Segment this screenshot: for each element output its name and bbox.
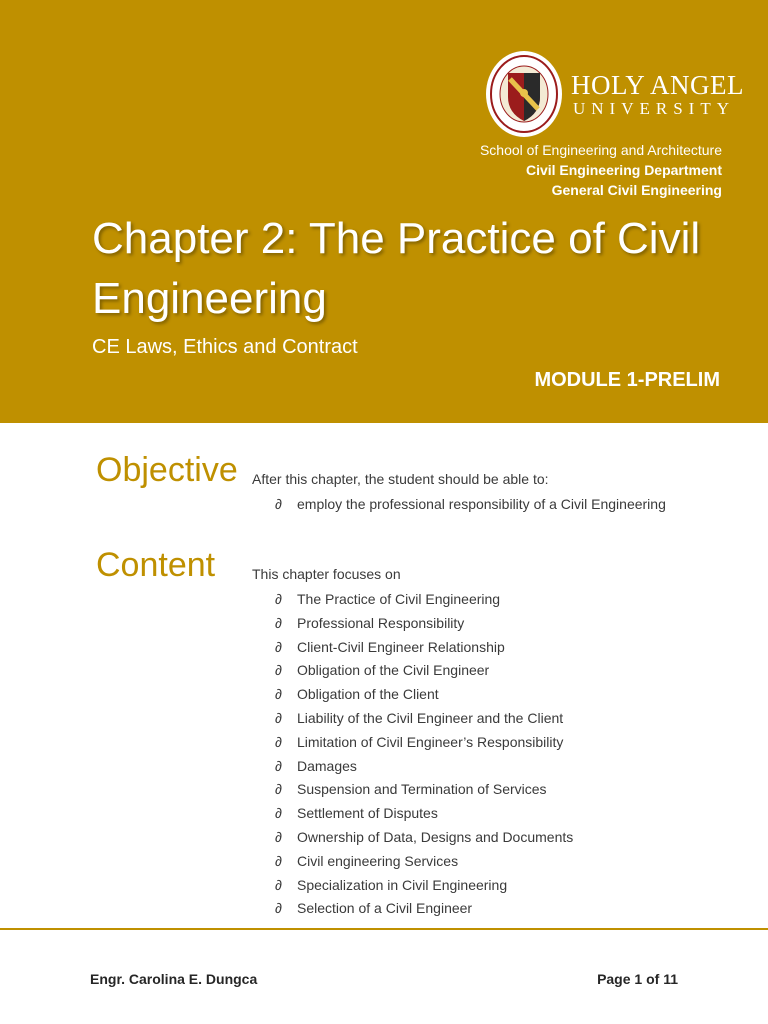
content-heading: Content (96, 546, 216, 584)
list-item (275, 802, 573, 826)
list-item-text: Liability of the Civil Engineer and the Client (297, 709, 564, 726)
content-intro: This chapter focuses on (252, 566, 401, 582)
page-number: Page 1 of 11 (597, 971, 678, 987)
chapter-title: Chapter 2: The Practice of Civil Engineering (92, 214, 701, 323)
school-info (480, 140, 722, 200)
list-item-text: Settlement of Disputes (297, 805, 438, 822)
list-item-text: Limitation of Civil Engineer’s Responsibility (297, 733, 564, 750)
university-seal-icon (484, 49, 564, 139)
list-item-text: Obligation of the Civil Engineer (297, 662, 490, 679)
list-item-text: Suspension and Termination of Services (297, 781, 547, 798)
list-item-text: Client-Civil Engineer Relationship (297, 638, 505, 655)
list-item-text: Ownership of Data, Designs and Documents (297, 828, 574, 845)
list-item (275, 683, 573, 707)
content-list (275, 588, 573, 921)
list-item (275, 897, 573, 921)
objective-list (275, 493, 673, 517)
list-item (275, 755, 573, 779)
chapter-subtitle: CE Laws, Ethics and Contract (92, 336, 358, 358)
university-name-line1: HOLY ANGEL (571, 70, 745, 100)
bullet-icon: ∂ (275, 638, 282, 655)
list-item (275, 612, 573, 636)
bullet-icon: ∂ (275, 591, 282, 607)
header-banner (0, 0, 768, 423)
bullet-icon: ∂ (275, 900, 282, 917)
author-name: Engr. Carolina E. Dungca (90, 971, 258, 987)
list-item (275, 731, 573, 755)
list-item-text: employ the professional responsibility of a Civil Engineering (297, 496, 666, 512)
bullet-icon: ∂ (275, 781, 282, 798)
school-name: School of Engineering and Architecture (479, 142, 722, 158)
list-item-text: Obligation of the Client (297, 686, 439, 703)
bullet-icon: ∂ (275, 686, 282, 703)
list-item (275, 493, 673, 517)
bullet-icon: ∂ (275, 662, 282, 679)
module-label: MODULE 1-PRELIM (534, 369, 720, 391)
list-item (275, 874, 573, 898)
list-item-text: Selection of a Civil Engineer (297, 900, 473, 917)
bullet-icon: ∂ (275, 757, 282, 774)
bullet-icon: ∂ (275, 805, 282, 822)
footer-divider (0, 928, 768, 930)
list-item-text: Specialization in Civil Engineering (297, 876, 508, 893)
list-item (275, 707, 573, 731)
list-item-text: The Practice of Civil Engineering (297, 591, 501, 607)
list-item-text: Damages (297, 757, 357, 774)
department-name: Civil Engineering Department (525, 162, 722, 178)
bullet-icon: ∂ (275, 614, 282, 631)
bullet-icon: ∂ (275, 876, 282, 893)
course-name: General Civil Engineering (551, 182, 722, 198)
list-item-text: Civil engineering Services (297, 852, 459, 869)
university-name-line2: UNIVERSITY (573, 99, 735, 118)
bullet-icon: ∂ (275, 828, 282, 845)
list-item (275, 850, 573, 874)
bullet-icon: ∂ (275, 733, 282, 750)
bullet-icon: ∂ (275, 852, 282, 869)
list-item (275, 588, 573, 612)
list-item-text: Professional Responsibility (297, 614, 465, 631)
bullet-icon: ∂ (275, 709, 282, 726)
objective-heading: Objective (96, 451, 238, 489)
list-item (275, 826, 573, 850)
list-item (275, 636, 573, 660)
list-item (275, 659, 573, 683)
bullet-icon: ∂ (275, 496, 282, 512)
university-wordmark (571, 70, 744, 118)
objective-intro: After this chapter, the student should be able to: (252, 471, 549, 487)
list-item (275, 778, 573, 802)
